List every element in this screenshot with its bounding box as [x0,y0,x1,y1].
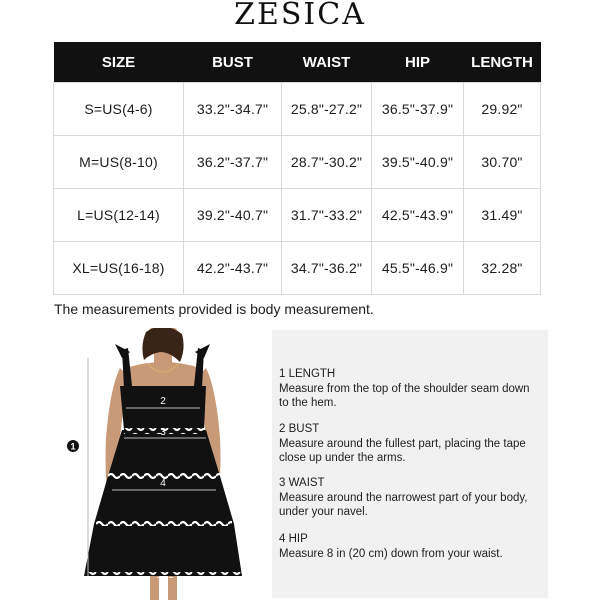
cell-length: 30.70" [464,136,541,189]
measurement-length [279,367,541,411]
table-row [54,136,541,189]
marker-3-waist: 3 [160,427,166,438]
marker-4-hip: 4 [160,478,166,489]
measurement-description: Measure around the narrowest part of your body, under your navel. [279,491,528,518]
measurement-title: 4 HIP [279,533,308,545]
measurement-bust [279,422,541,466]
cell-waist: 28.7"-30.2" [282,136,372,189]
header-bust: BUST [184,42,282,83]
cell-waist: 34.7"-36.2" [282,242,372,295]
header-hip: HIP [372,42,464,83]
cell-hip: 42.5"-43.9" [372,189,464,242]
header-size: SIZE [54,42,184,83]
measurement-hip [279,532,541,561]
dress-model-illustration [60,328,260,600]
size-chart-table [53,42,541,295]
measurement-title: 2 BUST [279,423,320,435]
cell-waist: 31.7"-33.2" [282,189,372,242]
marker-2-bust: 2 [160,396,166,407]
measurement-note: The measurements provided is body measurement. [54,301,374,317]
measurement-guide-panel [272,330,548,598]
cell-size: L=US(12-14) [54,189,184,242]
measurement-description: Measure from the top of the shoulder seam down to the hem. [279,382,530,409]
measurement-waist [279,476,541,520]
cell-hip: 36.5"-37.9" [372,83,464,136]
cell-size: S=US(4-6) [54,83,184,136]
measurement-description: Measure 8 in (20 cm) down from your waist. [279,547,503,560]
cell-length: 29.92" [464,83,541,136]
cell-length: 32.28" [464,242,541,295]
cell-length: 31.49" [464,189,541,242]
brand-logo: ZESICA [234,0,366,32]
cell-bust: 36.2"-37.7" [184,136,282,189]
table-row [54,242,541,295]
marker-1-length: 1 [70,441,76,452]
measurement-title: 1 LENGTH [279,368,336,380]
cell-size: XL=US(16-18) [54,242,184,295]
cell-hip: 39.5"-40.9" [372,136,464,189]
cell-bust: 33.2"-34.7" [184,83,282,136]
cell-waist: 25.8"-27.2" [282,83,372,136]
table-header-row [54,42,541,83]
header-length: LENGTH [464,42,541,83]
header-waist: WAIST [282,42,372,83]
cell-size: M=US(8-10) [54,136,184,189]
table-row [54,83,541,136]
measurement-title: 3 WAIST [279,477,325,489]
cell-bust: 39.2"-40.7" [184,189,282,242]
measurement-description: Measure around the fullest part, placing the tape close up under the arms. [279,437,526,464]
cell-hip: 45.5"-46.9" [372,242,464,295]
cell-bust: 42.2"-43.7" [184,242,282,295]
table-row [54,189,541,242]
